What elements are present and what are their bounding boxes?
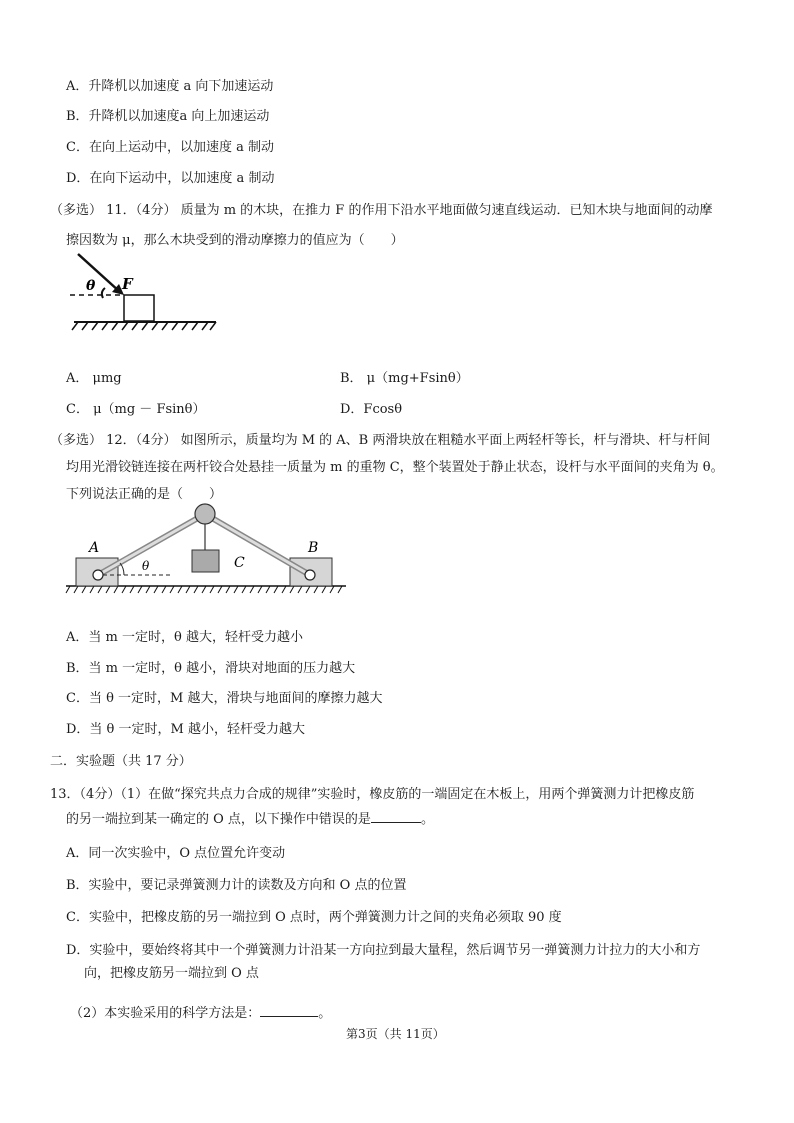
q11-stem-line2: 擦因数为 μ，那么木块受到的滑动摩擦力的值应为（ ） [66, 233, 404, 248]
hinge-b [305, 570, 315, 580]
q10-option-d: D．在向下运动中，以加速度 a 制动 [66, 171, 275, 186]
q13-stem-line1: 13．（4分）（1）在做“探究共点力合成的规律”实验时，橡皮筋的一端固定在木板上，用两个弹簧测力计把橡皮筋 [50, 787, 695, 802]
section-title: 二．实验题（共 17 分） [50, 754, 192, 769]
q12-option-b: B．当 m 一定时，θ 越小，滑块对地面的压力越大 [66, 661, 356, 676]
label-b: B [308, 540, 319, 556]
q11-figure [64, 248, 224, 338]
q13-part2 [70, 1003, 331, 1023]
q12-figure [62, 500, 352, 600]
block [124, 295, 154, 321]
answer-blank-2[interactable] [260, 1003, 318, 1017]
q13-stem-line2-text: 的另一端拉到某一确定的 O 点，以下操作中错误的是 [66, 812, 371, 827]
answer-blank-1[interactable] [371, 809, 421, 823]
q13-part2-text: （2）本实验采用的科学方法是： [70, 1006, 261, 1021]
q12-option-a: A．当 m 一定时，θ 越大，轻杆受力越小 [66, 630, 303, 645]
q12-option-c: C．当 θ 一定时，M 越大，滑块与地面间的摩擦力越大 [66, 691, 383, 706]
q10-option-b: B．升降机以加速度a 向上加速运动 [66, 109, 270, 124]
label-theta: θ [142, 559, 150, 573]
hinge-a [93, 570, 103, 580]
ground-hatch [72, 322, 216, 330]
force-label: F [122, 275, 133, 293]
label-a: A [89, 540, 100, 556]
q13-option-b: B．实验中，要记录弹簧测力计的读数及方向和 O 点的位置 [66, 878, 407, 893]
q13-option-d: D．实验中，要始终将其中一个弹簧测力计沿某一方向拉到最大量程，然后调节另一弹簧测力计拉力的大小和方 [66, 943, 701, 958]
q11-stem-line1: （多选） 11．（4分） 质量为 m 的木块，在推力 F 的作用下沿水平地面做匀速直线运动．已知木块与地面间的动摩 [50, 203, 713, 218]
q12-option-d: D．当 θ 一定时，M 越小，轻杆受力越大 [66, 722, 305, 737]
q11-option-c: C． μ（mg － Fsinθ） [66, 402, 206, 417]
q13-stem-line2-end: 。 [420, 812, 434, 827]
label-c: C [234, 555, 245, 571]
weight-c [192, 550, 219, 572]
q10-option-a: A．升降机以加速度 a 向下加速运动 [66, 79, 274, 94]
q12-stem-line3: 下列说法正确的是（ ） [66, 487, 223, 502]
q11-option-d: D．Fcosθ [340, 402, 403, 417]
q11-option-b: B． μ（mg+Fsinθ） [340, 371, 469, 386]
angle-arc [102, 288, 105, 298]
q11-option-a: A． μmg [66, 371, 122, 386]
q12-stem-line2: 均用光滑铰链连接在两杆铰合处悬挂一质量为 m 的重物 C，整个装置处于静止状态，设杆与水平面间的夹角为 θ。 [66, 460, 724, 475]
q10-option-c: C．在向上运动中，以加速度 a 制动 [66, 140, 274, 155]
q12-stem-line1: （多选） 12．（4分） 如图所示，质量均为 M 的 A、B 两滑块放在粗糙水平面上两轻杆等长，杆与滑块、杆与杆间 [50, 433, 711, 448]
page-footer: 第3页（共 11页） [346, 1027, 445, 1041]
force-arrow-shaft [78, 254, 120, 292]
top-hinge [195, 504, 215, 524]
ground-hatch [66, 586, 342, 593]
q13-stem-line2 [66, 809, 434, 829]
theta-label: θ [86, 278, 96, 294]
q13-option-d-cont: 向，把橡皮筋另一端拉到 O 点 [84, 966, 259, 981]
q13-part2-end: 。 [318, 1006, 332, 1021]
q13-option-c: C．实验中，把橡皮筋的另一端拉到 O 点时，两个弹簧测力计之间的夹角必须取 90 度 [66, 910, 562, 925]
q13-option-a: A．同一次实验中，O 点位置允许变动 [66, 846, 286, 861]
